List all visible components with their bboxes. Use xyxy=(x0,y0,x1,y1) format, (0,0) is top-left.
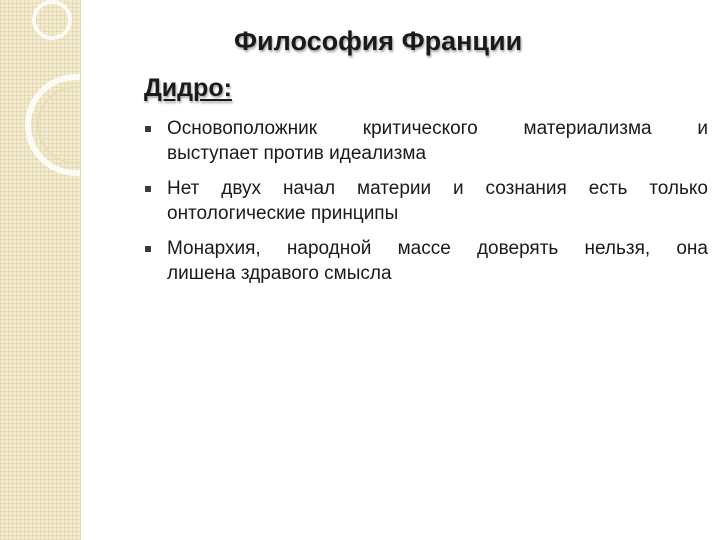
circle-ornament-decoration xyxy=(0,0,80,540)
bullet-line: Основоположник критического материализма и xyxy=(167,118,708,139)
slide-title: Философия Франции xyxy=(234,26,523,56)
bullet-item xyxy=(145,116,708,166)
square-bullet-icon xyxy=(145,126,151,132)
bullet-line: выступает против идеализма xyxy=(167,143,427,164)
side-band-edge xyxy=(80,0,81,540)
bullet-item xyxy=(145,176,708,226)
square-bullet-icon xyxy=(145,246,151,252)
bullet-line: Нет двух начал материи и сознания есть только xyxy=(167,178,708,199)
bullet-line: лишена здравого смысла xyxy=(167,263,392,284)
square-bullet-icon xyxy=(145,186,151,192)
bullet-list xyxy=(145,116,708,296)
bullet-line: Монархия, народной массе доверять нельзя, она xyxy=(167,238,708,259)
bullet-item xyxy=(145,236,708,286)
section-heading: Дидро: xyxy=(144,74,232,102)
bullet-line: онтологические принципы xyxy=(167,203,399,224)
